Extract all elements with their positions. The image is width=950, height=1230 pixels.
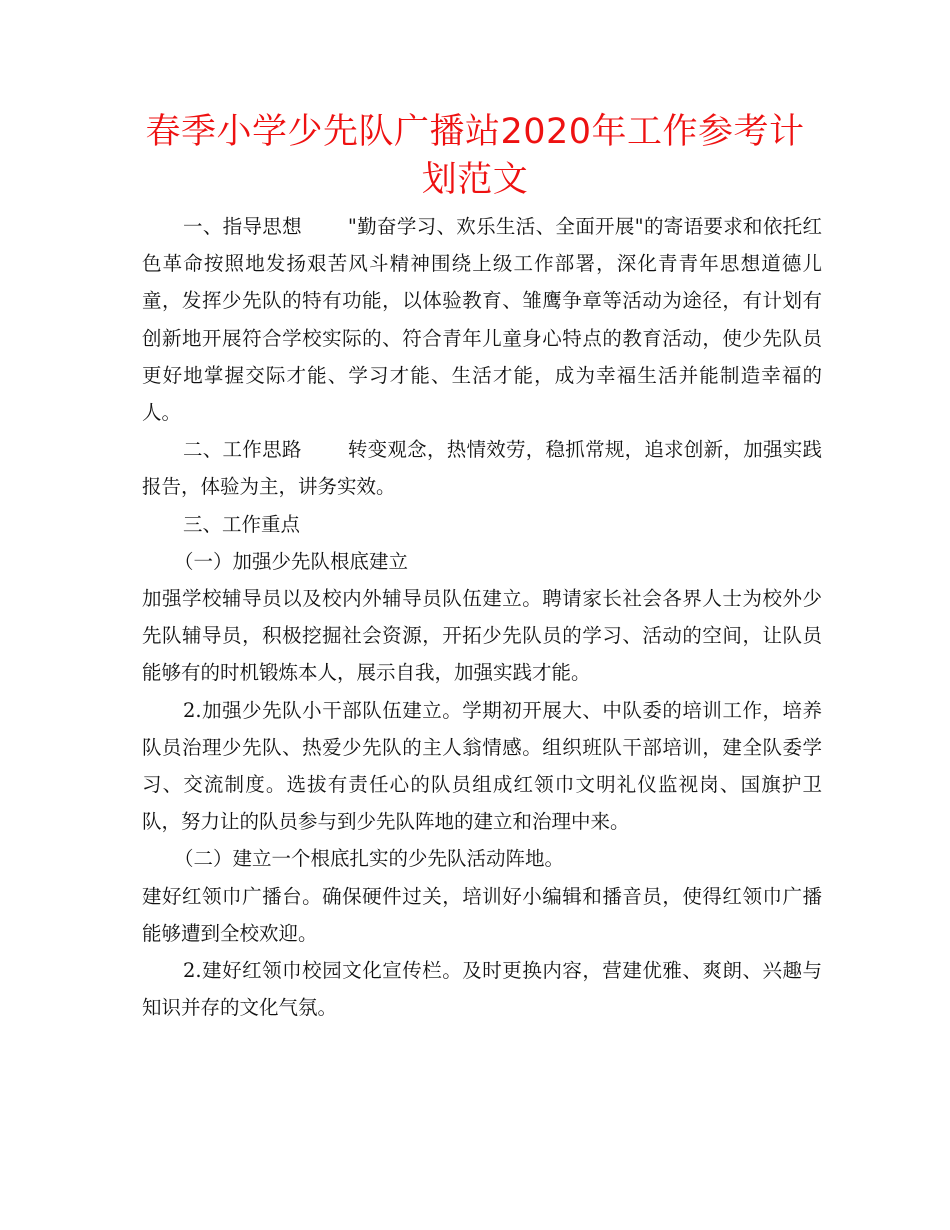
document-body (142, 208, 822, 1026)
section-guiding-ideology (142, 208, 822, 431)
paragraph: 2.建好红领巾校园文化宣传栏。及时更换内容，营建优雅、爽朗、兴趣与知识并存的文化气氛。 (142, 959, 822, 1020)
paragraph-text: 转变观念，热情效劳，稳抓常规，追求创新，加强实践报告，体验为主，讲务实效。 (142, 438, 822, 499)
paragraph: 加强学校辅导员以及校内外辅导员队伍建立。聘请家长社会各界人士为校外少先队辅导员，积极挖掘社会资源，开拓少先队员的学习、活动的空间，让队员能够有的时机锻炼本人，展示自我，加强实践才能。 (142, 587, 822, 685)
section-work-approach (142, 431, 822, 505)
section-heading: 一、指导思想 (183, 215, 302, 238)
paragraph-text: "勤奋学习、欢乐生活、全面开展"的寄语要求和依托红色革命按照地发扬艰苦风斗精神围绕上级工作部署，深化青青年思想道德儿童，发挥少先队的特有功能，以体验教育、雏鹰争章等活动为途径，有计划有创新地开展符合学校实际的、符合青年儿童身心特点的教育活动，使少先队员更好地掌握交际才能、学习才能、生活才能，成为幸福生活并能制造幸福的人。 (142, 215, 822, 425)
subsection-heading: （二）建立一个根底扎实的少先队活动阵地。 (174, 847, 565, 871)
document-title: 春季小学少先队广播站2020年工作参考计划范文 (145, 112, 805, 200)
section-heading: 三、工作重点 (183, 512, 301, 536)
paragraph: 2.加强少先队小干部队伍建立。学期初开展大、中队委的培训工作，培养队员治理少先队、热爱少先队的主人翁情感。组织班队干部培训，建全队委学习、交流制度。选拔有责任心的队员组成红领巾文明礼仪监视岗、国旗护卫队，努力让的队员参与到少先队阵地的建立和治理中来。 (142, 698, 822, 834)
section-heading: 二、工作思路 (183, 438, 302, 462)
paragraph: 建好红领巾广播台。确保硬件过关，培训好小编辑和播音员，使得红领巾广播能够遭到全校欢迎。 (142, 884, 822, 945)
subsection-heading: （一）加强少先队根底建立 (174, 549, 409, 573)
